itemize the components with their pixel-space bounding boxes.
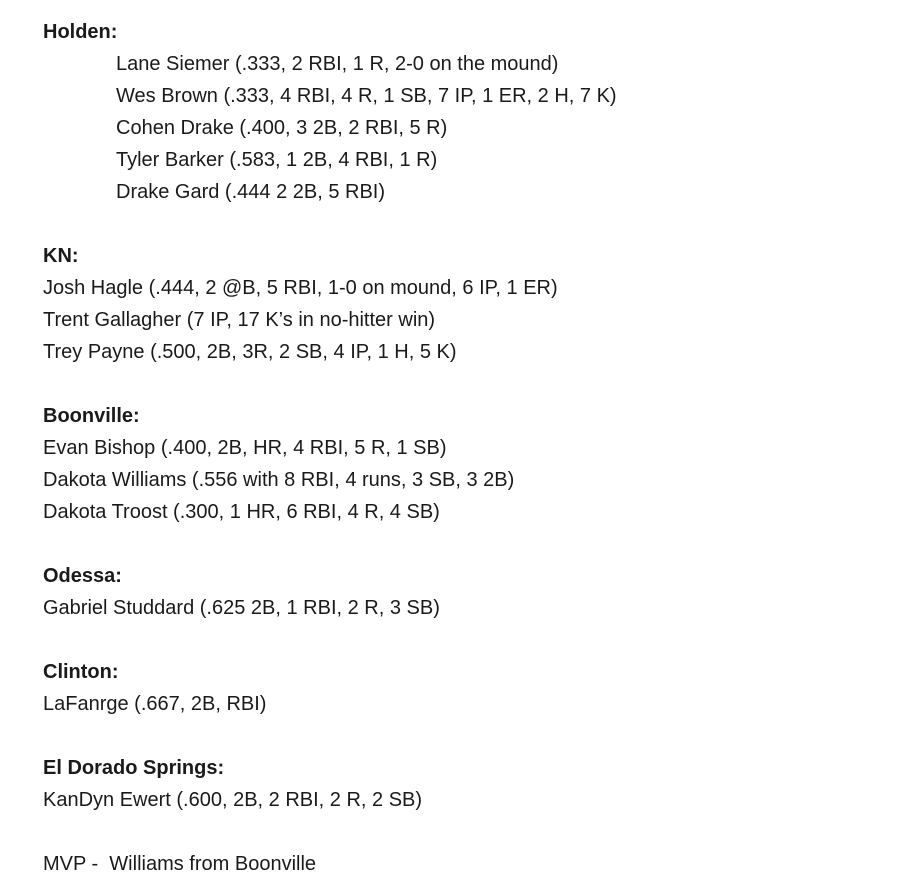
section-spacer — [43, 528, 903, 560]
document-body — [43, 16, 903, 880]
player-line: Evan Bishop (.400, 2B, HR, 4 RBI, 5 R, 1 SB) — [43, 437, 447, 459]
team-heading: KN: — [43, 245, 79, 267]
team-section-clinton — [43, 656, 903, 720]
section-spacer — [43, 720, 903, 752]
player-line: Trent Gallagher (7 IP, 17 K’s in no-hitter win) — [43, 309, 436, 331]
team-section-holden — [43, 16, 903, 208]
player-line: Wes Brown (.333, 4 RBI, 4 R, 1 SB, 7 IP, 1 ER, 2 H, 7 K) — [116, 85, 617, 107]
team-heading: Clinton: — [43, 661, 119, 683]
team-section-kn — [43, 240, 903, 368]
player-line: Dakota Troost (.300, 1 HR, 6 RBI, 4 R, 4 SB) — [43, 501, 440, 523]
team-section-odessa — [43, 560, 903, 624]
player-line: Josh Hagle (.444, 2 @B, 5 RBI, 1-0 on mound, 6 IP, 1 ER) — [43, 277, 558, 299]
section-spacer — [43, 624, 903, 656]
player-line: LaFanrge (.667, 2B, RBI) — [43, 693, 267, 715]
player-line: KanDyn Ewert (.600, 2B, 2 RBI, 2 R, 2 SB) — [43, 789, 423, 811]
team-heading: Holden: — [43, 21, 118, 43]
player-line: Gabriel Studdard (.625 2B, 1 RBI, 2 R, 3 SB) — [43, 597, 440, 619]
player-line: Dakota Williams (.556 with 8 RBI, 4 runs, 3 SB, 3 2B) — [43, 469, 515, 491]
team-heading: Odessa: — [43, 565, 122, 587]
team-section-el-dorado-springs — [43, 752, 903, 816]
team-section-boonville — [43, 400, 903, 528]
section-spacer — [43, 208, 903, 240]
player-line: Trey Payne (.500, 2B, 3R, 2 SB, 4 IP, 1 H, 5 K) — [43, 341, 457, 363]
player-line: Tyler Barker (.583, 1 2B, 4 RBI, 1 R) — [116, 149, 438, 171]
section-spacer — [43, 368, 903, 400]
team-heading: El Dorado Springs: — [43, 757, 225, 779]
player-line: Drake Gard (.444 2 2B, 5 RBI) — [116, 181, 386, 203]
player-line: Lane Siemer (.333, 2 RBI, 1 R, 2-0 on the mound) — [116, 53, 559, 75]
player-line: Cohen Drake (.400, 3 2B, 2 RBI, 5 R) — [116, 117, 448, 139]
section-spacer — [43, 816, 903, 848]
team-heading: Boonville: — [43, 405, 140, 427]
mvp-line: MVP - Williams from Boonville — [43, 853, 317, 875]
